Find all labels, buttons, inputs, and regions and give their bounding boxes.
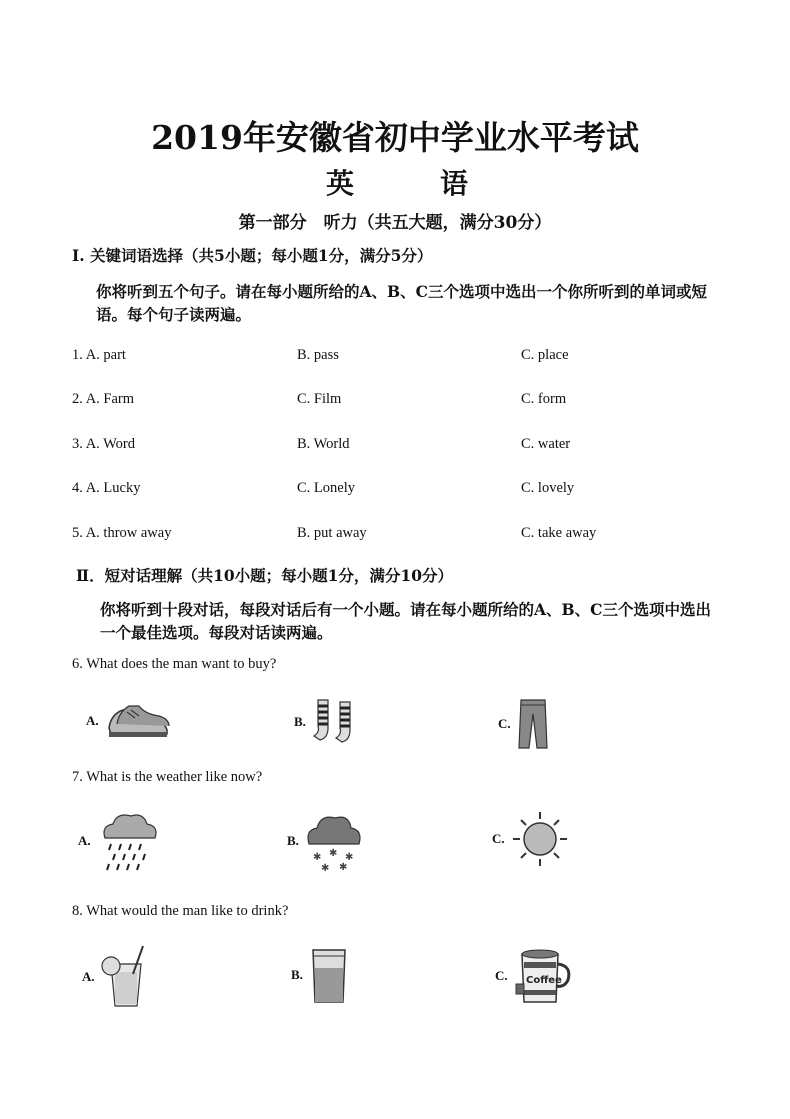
rain-cloud-icon (95, 808, 161, 874)
question-6-text: 6. What does the man want to buy? (72, 656, 277, 672)
option-a: 3. A. Word (72, 436, 136, 452)
option-label: A. (86, 713, 99, 728)
snow-cloud-icon (303, 808, 363, 874)
sun-icon (509, 808, 571, 870)
option-label: C. (492, 831, 505, 846)
option-label: B. (291, 967, 303, 982)
section-2-instruction: 你将听到十段对话，每段对话后有一个小题。请在每小题所给的A、B、C三个选项中选出一个最佳选项。每段对话读两遍。 (100, 600, 711, 642)
option-c: C. form (521, 391, 567, 407)
option-a: 1. A. part (72, 347, 126, 363)
section-1-instruction: 你将听到五个句子。请在每小题所给的A、B、C三个选项中选出一个你所听到的单词或短语。每个句子读两遍。 (96, 282, 707, 324)
subject-char-right: 语 (440, 167, 469, 200)
mug-label-text: Coffee (525, 975, 562, 986)
option-a: 2. A. Farm (72, 391, 135, 407)
option-label: B. (294, 714, 306, 729)
svg-text:✱: ✱ (320, 863, 330, 874)
option-b: C. Film (297, 391, 342, 407)
trousers-icon (515, 698, 551, 750)
socks-icon (310, 698, 360, 746)
option-b: B. put away (297, 525, 367, 541)
option-b: B. pass (297, 347, 339, 363)
coffee-mug-icon (512, 944, 576, 1008)
subject-char-left: 英 (326, 167, 355, 200)
question-8-text: 8. What would the man like to drink? (72, 903, 289, 919)
option-label: A. (78, 833, 91, 848)
option-label: B. (287, 833, 299, 848)
option-c: C. water (521, 436, 571, 452)
section-1-heading: I. 关键词语选择（共5小题；每小题1分，满分5分） (72, 246, 433, 265)
water-glass-icon (307, 944, 351, 1006)
sneakers-icon (103, 698, 173, 744)
section-2-heading: Ⅱ．短对话理解（共10小题；每小题1分，满分10分） (76, 566, 453, 585)
option-label: C. (498, 716, 511, 731)
exam-title: 2019年安徽省初中学业水平考试 (151, 118, 639, 157)
option-b: B. World (297, 436, 350, 452)
juice-glass-icon (99, 944, 153, 1010)
svg-text:✱: ✱ (344, 852, 354, 863)
option-c: C. take away (521, 525, 597, 541)
option-label: A. (82, 969, 95, 984)
option-b: C. Lonely (297, 480, 355, 496)
option-a: 4. A. Lucky (72, 480, 141, 496)
option-a: 5. A. throw away (72, 525, 172, 541)
svg-text:✱: ✱ (328, 848, 338, 859)
part-heading: 第一部分 听力（共五大题，满分30分） (238, 213, 552, 233)
option-label: C. (495, 968, 508, 983)
option-c: C. lovely (521, 480, 575, 496)
svg-text:✱: ✱ (338, 862, 348, 873)
option-c: C. place (521, 347, 569, 363)
svg-text:✱: ✱ (312, 852, 322, 863)
question-7-text: 7. What is the weather like now? (72, 769, 263, 785)
